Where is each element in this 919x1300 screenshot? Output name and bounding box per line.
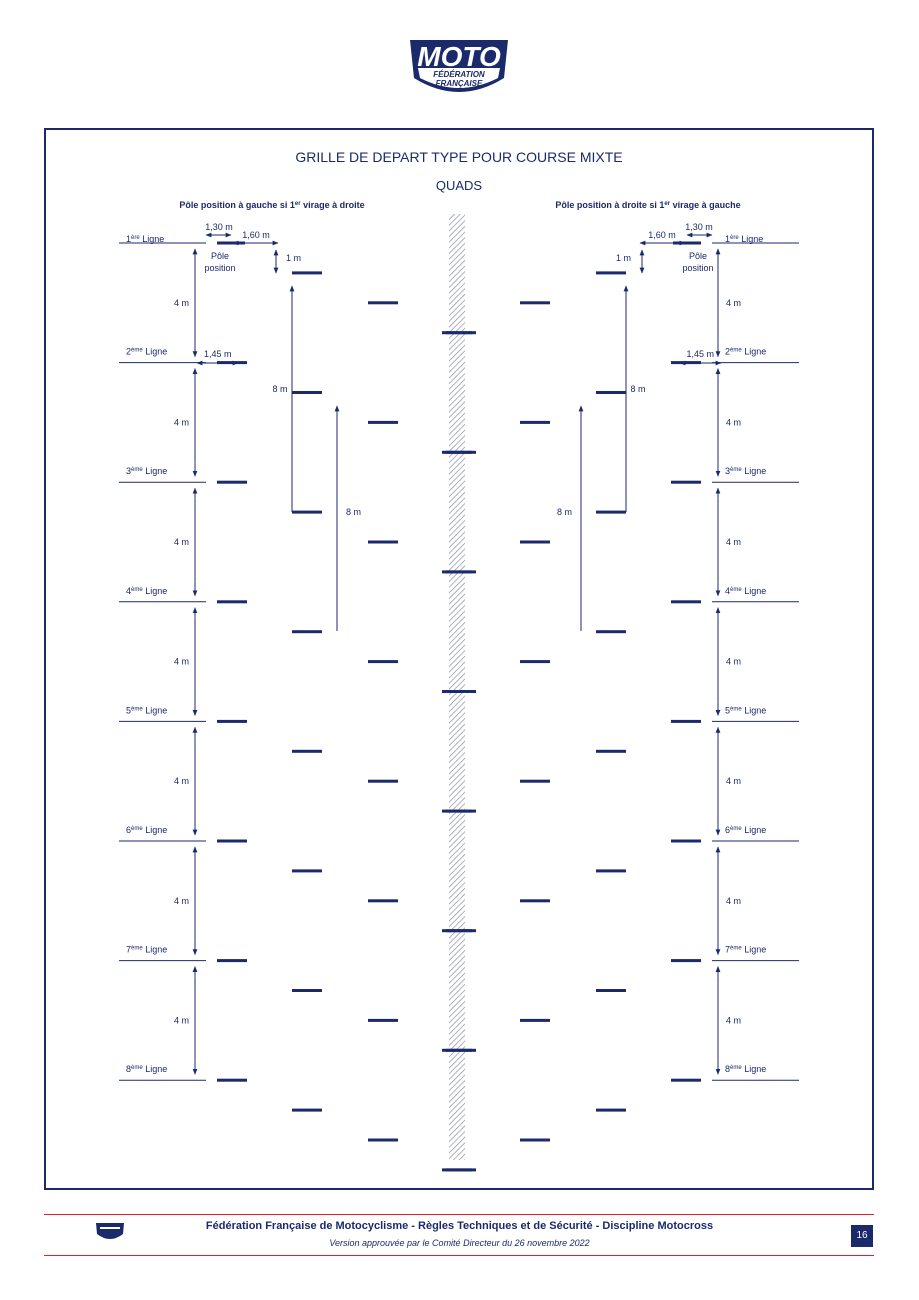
grid-marker-right	[520, 780, 550, 783]
row-label-right: 7ème Ligne	[725, 944, 767, 955]
pole-label-2-right: position	[682, 263, 714, 273]
grid-marker-left	[292, 391, 322, 394]
grid-marker-right	[520, 899, 550, 902]
center-barrier	[449, 214, 465, 1160]
logo-sub-1: FÉDÉRATION	[433, 70, 485, 79]
gap-label-right: 4 m	[726, 1015, 742, 1026]
grid-marker-left	[292, 271, 322, 274]
grid-marker-right	[596, 750, 626, 753]
grid-marker-left	[368, 541, 398, 544]
dim-label-145-left: 1,45 m	[204, 349, 232, 359]
dim-label-8m-right-1: 8 m	[630, 384, 646, 394]
footer-subtitle: Version approuvée par le Comité Directeur du 26 novembre 2022	[329, 1238, 590, 1248]
grid-marker-left	[217, 481, 247, 484]
grid-marker-right	[596, 989, 626, 992]
gap-label-right: 4 m	[726, 656, 742, 667]
diagram-subtitle: QUADS	[435, 178, 483, 193]
row-label-left: 8ème Ligne	[126, 1064, 168, 1075]
grid-marker-left	[217, 840, 247, 843]
grid-marker-right	[446, 690, 476, 693]
dim-label-1m-left: 1 m	[286, 253, 302, 263]
row-label-left: 3ème Ligne	[126, 466, 168, 477]
dim-label-8m-left-1: 8 m	[272, 384, 288, 394]
gap-label-left: 4 m	[173, 1015, 189, 1026]
grid-marker-left	[217, 600, 247, 603]
gap-label-right: 4 m	[726, 417, 742, 428]
grid-marker-left	[292, 511, 322, 514]
row-label-left: 7ème Ligne	[126, 944, 168, 955]
grid-marker-left	[368, 780, 398, 783]
row-label-right: 5ème Ligne	[725, 705, 767, 716]
grid-marker-right	[446, 1049, 476, 1052]
dim-label-8m-left-2: 8 m	[346, 507, 362, 517]
diagram-title: GRILLE DE DEPART TYPE POUR COURSE MIXTE	[295, 149, 623, 165]
row-label-left: 6ème Ligne	[126, 825, 168, 835]
dim-label-8m-right-2: 8 m	[556, 507, 572, 517]
grid-marker-right	[596, 271, 626, 274]
grid-marker-right	[520, 1019, 550, 1022]
grid-marker-right	[520, 421, 550, 424]
grid-marker-right	[446, 570, 476, 573]
row-label-right: 2ème Ligne	[725, 346, 767, 357]
pole-label-2-left: position	[204, 263, 236, 273]
dim-label-130-right: 1,30 m	[685, 222, 713, 232]
grid-marker-left	[292, 750, 322, 753]
grid-marker-right	[520, 541, 550, 544]
grid-marker-right	[671, 600, 701, 603]
gap-label-left: 4 m	[173, 297, 189, 308]
gap-label-right: 4 m	[726, 776, 742, 787]
grid-marker-right	[671, 481, 701, 484]
dim-label-145-right: 1,45 m	[686, 349, 714, 359]
logo-sub-2: FRANÇAISE	[435, 79, 483, 88]
dim-label-160-left: 1,60 m	[242, 230, 270, 240]
gap-label-left: 4 m	[173, 656, 189, 667]
ffm-logo	[404, 34, 514, 106]
row-label-right: 1ère Ligne	[725, 234, 764, 244]
footer-rule-top	[44, 1214, 874, 1215]
right-heading: Pôle position à droite si 1er virage à gauche	[555, 200, 741, 210]
row-label-left: 4ème Ligne	[126, 585, 168, 596]
grid-marker-right	[446, 1168, 476, 1171]
gap-label-left: 4 m	[173, 417, 189, 428]
grid-marker-right	[446, 810, 476, 813]
pole-label-1-right: Pôle	[688, 251, 708, 261]
footer-rule-bottom	[44, 1255, 874, 1256]
row-label-left: 5ème Ligne	[126, 705, 168, 716]
dim-label-130-left: 1,30 m	[205, 222, 233, 232]
logo-text: MOTO	[417, 41, 501, 72]
page-number: 16	[851, 1225, 873, 1247]
row-label-right: 6ème Ligne	[725, 825, 767, 835]
grid-marker-right	[446, 331, 476, 334]
grid-marker-right	[446, 451, 476, 454]
grid-marker-right	[596, 630, 626, 633]
grid-marker-left	[217, 959, 247, 962]
grid-marker-right	[671, 1079, 701, 1082]
row-label-left: 1ère Ligne	[126, 234, 165, 244]
grid-marker-right	[520, 1139, 550, 1142]
grid-marker-right	[596, 1109, 626, 1112]
grid-marker-right	[520, 660, 550, 663]
grid-marker-left	[368, 660, 398, 663]
grid-marker-left	[292, 869, 322, 872]
grid-marker-left	[368, 421, 398, 424]
grid-marker-right	[446, 929, 476, 932]
grid-marker-right	[596, 391, 626, 394]
row-label-left: 2ème Ligne	[126, 346, 168, 357]
starting-grid-diagram	[46, 130, 872, 1188]
pole-label-1-left: Pôle	[210, 251, 230, 261]
gap-label-right: 4 m	[726, 297, 742, 308]
left-heading: Pôle position à gauche si 1er virage à droite	[179, 200, 365, 210]
gap-label-left: 4 m	[173, 776, 189, 787]
grid-marker-left	[292, 1109, 322, 1112]
dim-label-160-right: 1,60 m	[648, 230, 676, 240]
gap-label-left: 4 m	[173, 537, 189, 547]
grid-marker-left	[368, 1019, 398, 1022]
dim-label-1m-right: 1 m	[615, 253, 631, 263]
row-label-right: 4ème Ligne	[725, 585, 767, 596]
grid-marker-left	[292, 989, 322, 992]
grid-marker-right	[671, 720, 701, 723]
grid-marker-right	[596, 869, 626, 872]
footer-title: Fédération Française de Motocyclisme - Règles Techniques et de Sécurité - Discipline Motocross	[205, 1220, 714, 1232]
diagram-frame	[44, 128, 874, 1190]
grid-marker-left	[217, 1079, 247, 1082]
gap-label-left: 4 m	[173, 895, 189, 906]
grid-marker-right	[520, 301, 550, 304]
grid-marker-right	[671, 840, 701, 843]
grid-marker-right	[596, 511, 626, 514]
grid-marker-left	[368, 1139, 398, 1142]
grid-marker-right	[671, 959, 701, 962]
gap-label-right: 4 m	[726, 537, 742, 547]
gap-label-right: 4 m	[726, 895, 742, 906]
grid-marker-left	[292, 630, 322, 633]
row-label-right: 3ème Ligne	[725, 466, 767, 477]
grid-marker-left	[217, 720, 247, 723]
grid-marker-left	[368, 899, 398, 902]
grid-marker-left	[368, 301, 398, 304]
row-label-right: 8ème Ligne	[725, 1064, 767, 1075]
